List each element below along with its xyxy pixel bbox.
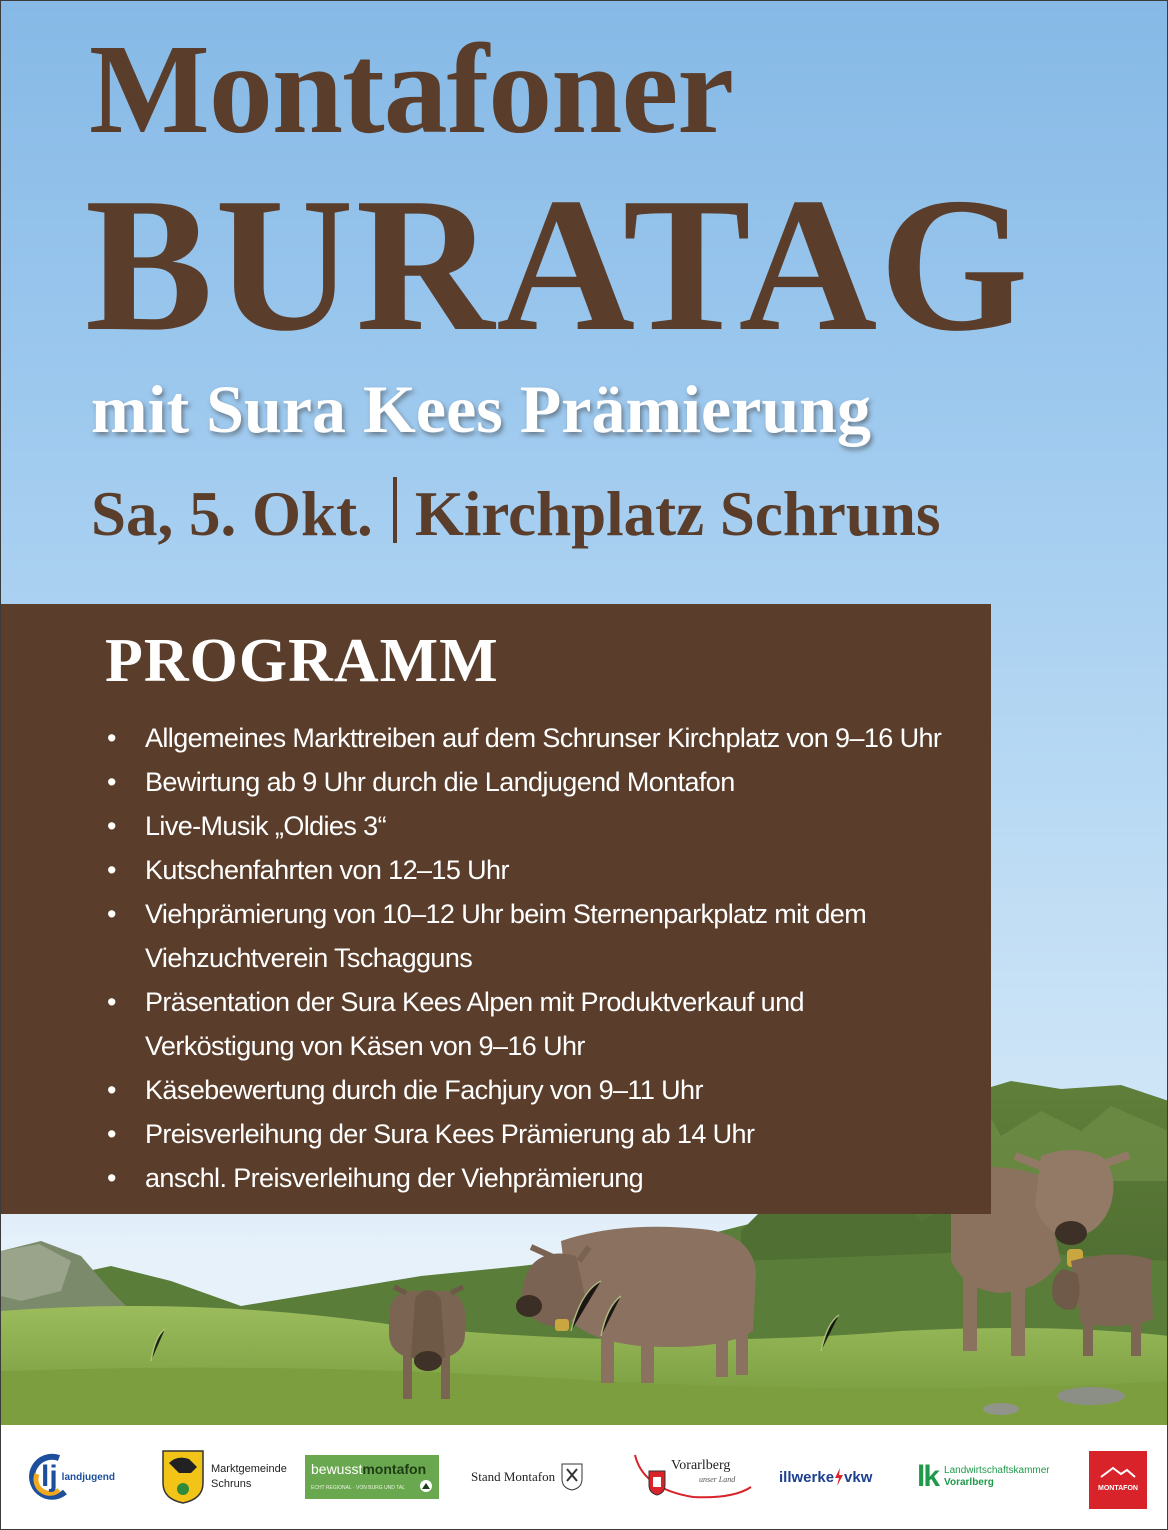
program-item: • Bewirtung ab 9 Uhr durch die Landjugend Montafon (105, 760, 965, 804)
bullet-icon: • (107, 1119, 116, 1149)
bullet-icon: • (107, 987, 116, 1017)
bullet-icon: • (107, 723, 116, 753)
title-montafoner: Montafoner (89, 18, 734, 160)
vorarlberg-crest-icon (649, 1471, 665, 1495)
program-item: • Präsentation der Sura Kees Alpen mit Produktverkauf und Verköstigung von Käsen von 9–16 Uhr (105, 980, 965, 1068)
program-item: • Allgemeines Markttreiben auf dem Schrunser Kirchplatz von 9–16 Uhr (105, 716, 965, 760)
montafon-mountain-icon (1099, 1465, 1137, 1479)
program-box (1, 604, 991, 1214)
title-buratag: BURATAG (85, 158, 1031, 371)
program-list (105, 716, 965, 1200)
date-location-line (91, 477, 941, 549)
logo-landjugend: lj landjugend (29, 1445, 115, 1509)
program-item: • Käsebewertung durch die Fachjury von 9–11 Uhr (105, 1068, 965, 1112)
mountain-badge-icon (419, 1479, 433, 1493)
bullet-icon: • (107, 1075, 116, 1105)
bullet-icon: • (107, 899, 116, 929)
bullet-icon: • (107, 1163, 116, 1193)
logo-vorarlberg: Vorarlberg unser Land (633, 1445, 753, 1509)
logo-illwerke-vkw: illwerke vkw (779, 1468, 873, 1486)
program-item: • Live-Musik „Oldies 3“ (105, 804, 965, 848)
logo-bewusst-montafon: bewusstmontafon ECHT REGIONAL · VON BURG UND TAL (305, 1445, 439, 1509)
program-item: • anschl. Preisverleihung der Viehprämierung (105, 1156, 965, 1200)
bullet-icon: • (107, 767, 116, 797)
logo-landwirtschaftskammer: lk Landwirtschaftskammer Vorarlberg (917, 1460, 1050, 1493)
sponsor-logo-bar (1, 1425, 1168, 1530)
bullet-icon: • (107, 811, 116, 841)
separator-bar (393, 477, 397, 543)
event-date: Sa, 5. Okt. (91, 479, 373, 549)
program-item: • Viehprämierung von 10–12 Uhr beim Sternenparkplatz mit dem Viehzuchtverein Tschagguns (105, 892, 965, 980)
keys-crest-icon (561, 1463, 583, 1491)
program-item: • Kutschenfahrten von 12–15 Uhr (105, 848, 965, 892)
bullet-icon: • (107, 855, 116, 885)
logo-schruns: Marktgemeinde Schruns (161, 1445, 287, 1509)
coat-of-arms-icon (161, 1449, 205, 1505)
event-location: Kirchplatz Schruns (414, 479, 941, 549)
logo-stand-montafon: Stand Montafon (471, 1445, 583, 1509)
logo-montafon: MONTAFON (1089, 1451, 1147, 1509)
program-heading: PROGRAMM (105, 627, 499, 695)
lightning-icon (834, 1468, 844, 1486)
subtitle: mit Sura Kees Prämierung (91, 371, 871, 447)
program-item: • Preisverleihung der Sura Kees Prämierung ab 14 Uhr (105, 1112, 965, 1156)
